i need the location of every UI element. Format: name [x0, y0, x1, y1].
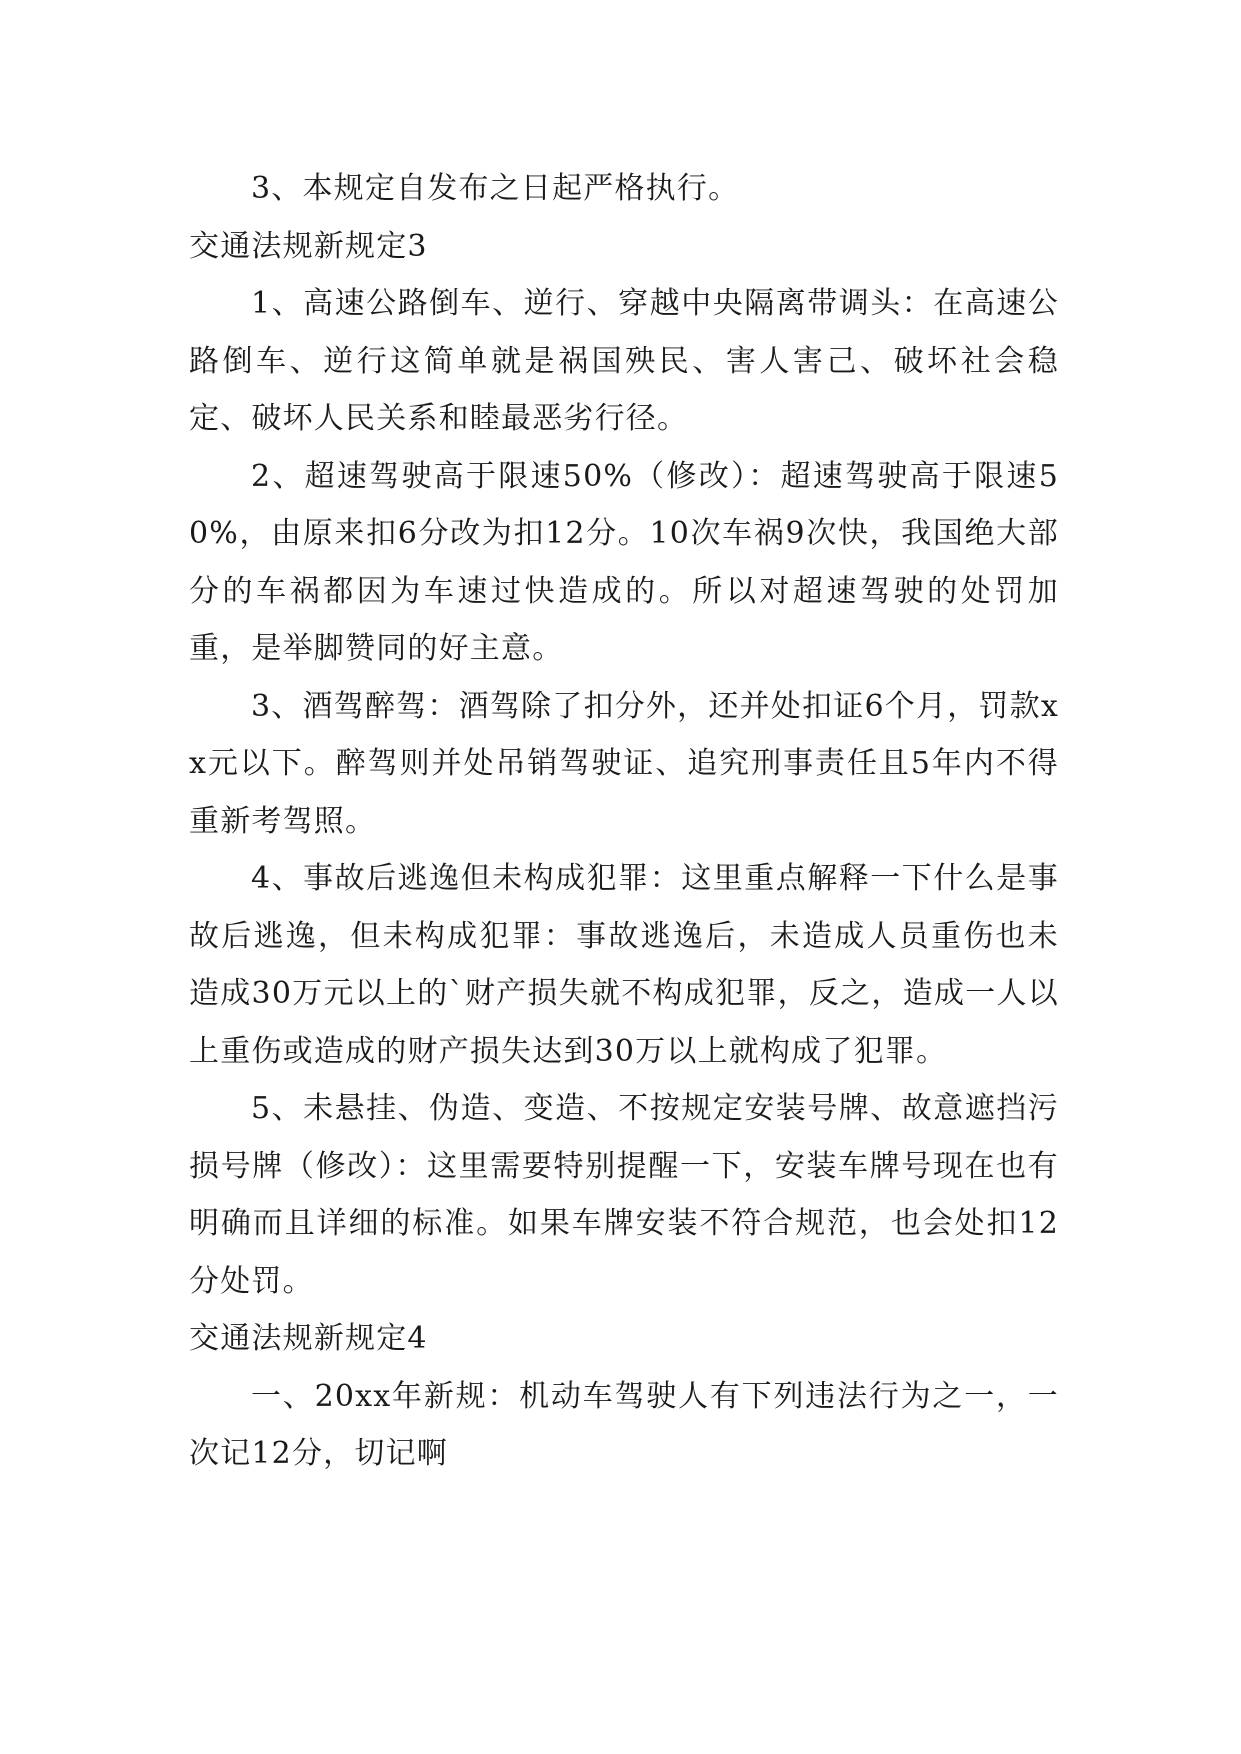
- paragraph-highway-reverse: 1、高速公路倒车、逆行、穿越中央隔离带调头：在高速公路倒车、逆行这简单就是祸国殃民、害人害己、破坏社会稳定、破坏人民关系和睦最恶劣行径。: [189, 286, 1059, 436]
- paragraph-license-plate: 5、未悬挂、伪造、变造、不按规定安装号牌、故意遮挡污损号牌（修改）：这里需要特别提醒一下，安装车牌号现在也有明确而且详细的标准。如果车牌安装不符合规范，也会处扣12分处罚。: [189, 1091, 1059, 1299]
- section-heading-3: 交通法规新规定3: [189, 228, 428, 264]
- paragraph-speeding: 2、超速驾驶高于限速50%（修改）：超速驾驶高于限速50%，由原来扣6分改为扣12分。10次车祸9次快，我国绝大部分的车祸都因为车速过快造成的。所以对超速驾驶的处罚加重，是举脚赞同的好主意。: [189, 458, 1059, 666]
- paragraph-drunk-driving: 3、酒驾醉驾：酒驾除了扣分外，还并处扣证6个月，罚款xx元以下。醉驾则并处吊销驾驶证、追究刑事责任且5年内不得重新考驾照。: [189, 688, 1059, 839]
- document-page: [189, 160, 1059, 1483]
- paragraph-new-rules-20xx: 一、20xx年新规：机动车驾驶人有下列违法行为之一，一次记12分，切记啊: [189, 1378, 1059, 1471]
- paragraph-hit-and-run: 4、事故后逃逸但未构成犯罪：这里重点解释一下什么是事故后逃逸，但未构成犯罪：事故逃逸后，未造成人员重伤也未造成30万元以上的`财产损失就不构成犯罪，反之，造成一人以上重伤或造成的财产损失达到30万以上就构成了犯罪。: [189, 861, 1059, 1069]
- section-heading-4: 交通法规新规定4: [189, 1321, 428, 1356]
- paragraph-rule-effective: 3、本规定自发布之日起严格执行。: [251, 171, 740, 206]
